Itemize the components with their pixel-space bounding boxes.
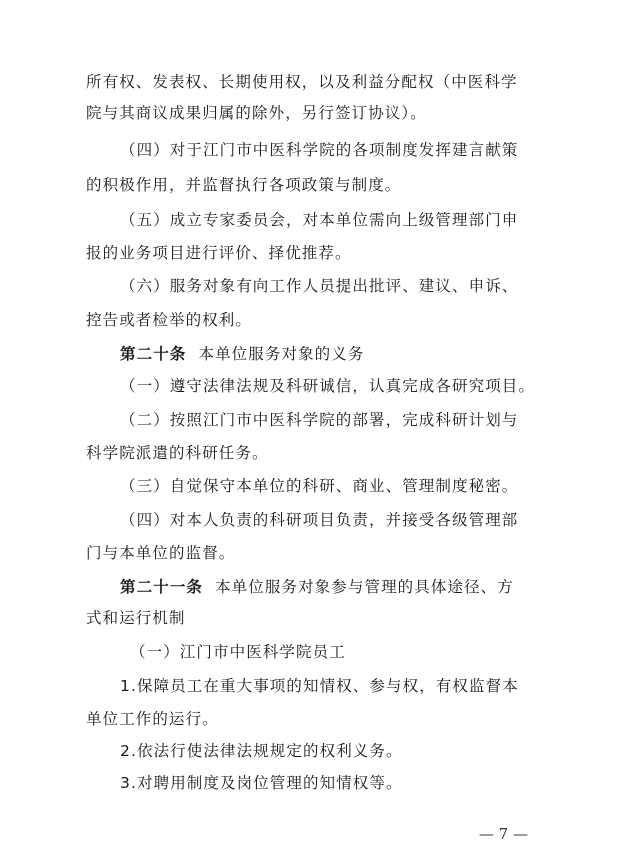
text-line: 3.对聘用制度及岗位管理的知情权等。 (120, 774, 403, 792)
article-20-label: 第二十条 (120, 345, 187, 363)
text-line: 控告或者检举的权利。 (86, 311, 253, 329)
text-line: 科学院派遣的科研任务。 (86, 444, 269, 462)
article-21-heading (120, 577, 514, 597)
text-line: （三）自觉保守本单位的科研、商业、管理制度秘密。 (120, 477, 519, 495)
text-line: 2.依法行使法律法规规定的权利义务。 (120, 742, 403, 760)
text-line: 1.保障员工在重大事项的知情权、参与权，有权监督本 (120, 677, 519, 695)
text-line: 式和运行机制 (86, 609, 186, 627)
text-line: 的积极作用，并监督执行各项政策与制度。 (86, 176, 402, 194)
article-21-title: 本单位服务对象参与管理的具体途径、方 (215, 578, 514, 596)
article-20-heading (120, 344, 364, 364)
article-20-title: 本单位服务对象的义务 (198, 345, 365, 363)
text-line: （六）服务对象有向工作人员提出批评、建议、申诉、 (120, 277, 519, 295)
text-line: 所有权、发表权、长期使用权，以及利益分配权（中医科学 (86, 73, 518, 91)
text-line: 门与本单位的监督。 (86, 544, 236, 562)
text-line: （一）江门市中医科学院员工 (130, 643, 346, 661)
text-line: （五）成立专家委员会，对本单位需向上级管理部门申 (120, 211, 519, 229)
text-line: 院与其商议成果归属的除外，另行签订协议）。 (86, 104, 427, 122)
article-21-label: 第二十一条 (120, 578, 204, 596)
text-line: 报的业务项目进行评价、择优推荐。 (86, 244, 352, 262)
text-line: （四）对于江门市中医科学院的各项制度发挥建言献策 (120, 141, 519, 159)
text-line: 单位工作的运行。 (86, 710, 219, 728)
text-line: （二）按照江门市中医科学院的部署，完成科研计划与 (120, 411, 519, 429)
text-line: （四）对本人负责的科研项目负责，并接受各级管理部 (120, 511, 519, 529)
page-number: — 7 — (478, 825, 528, 843)
text-line: （一）遵守法律法规及科研诚信，认真完成各研究项目。 (120, 377, 536, 395)
